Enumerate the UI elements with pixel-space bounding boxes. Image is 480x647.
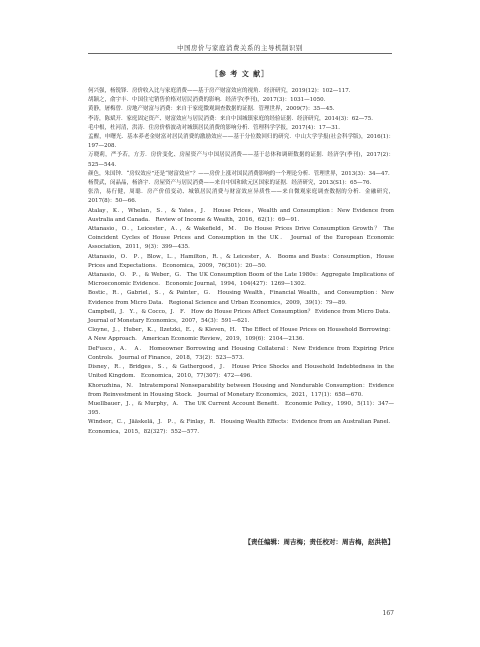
reference-item: Cloyne，J．，Huber，K．，Ilzetzki，E．，& Kleven，H． The Effect of House Prices on Household Borrowing：A New Approach． American Economic Review，2019，109(6)：2104—2136． — [88, 327, 394, 343]
reference-item: 李涛，陈斌开．家庭固定资产、财富效应与居民消费：来自中国城镇家庭的经验证据．经济研究，2014(3)：62—75． — [88, 115, 377, 122]
reference-item: Attanasio，O．，Leicester，A．，& Wakefield，M． Do House Prices Drive Consumption Growth？ The Coincident Cycles of House Prices and Consumption in the UK． Journal of the European Economic Association，2011，9(3)：399—435． — [88, 226, 394, 251]
reference-item: 万晓莉，严予若，方芳．房价变化、房屋资产与中国居民消费——基于总体和调研数据的证据．经济学(季刊)，2017(2)：525—544． — [88, 152, 394, 168]
reference-item: 胡颖之，俞宇丰．中国住宅销售价格对居民消费的影响．经济学(季刊)，2017(3)：1031—1050． — [88, 97, 330, 104]
reference-item: Attanasio，O． P．，Blow，L．，Hamilton，R．，& Leicester，A． Booms and Busts：Consumption，House Prices and Expectations． Economica，2009，76(301)：20—50． — [88, 253, 394, 269]
reference-item: 张浩，易行健，周聪．房产价值变动、城镇居民消费与财富效应异质性——来自微观家庭调查数据的分析．金融研究，2017(8)：50—66． — [88, 189, 394, 205]
reference-item: 何兴强，杨锐锋．房价收入比与家庭消费——基于房产财富效应的视角．经济研究，2019(12)：102—117． — [88, 88, 355, 94]
references-heading: ［参 考 文 献］ — [210, 69, 270, 78]
reference-item: Muellbauer，J．，& Murphy，A． The UK Current Account Benefit． Economic Policy，1990，5(11)：347—395． — [88, 400, 394, 417]
reference-item: Khoruzhina，N． Intratemporal Nonseparability between Housing and Nondurable Consumption：Evidence from Reinvestment in Housing Stock． Journal of Monetary Economics，2021，117(1)：658—670． — [88, 382, 394, 398]
reference-item: Windsor，C．，Jääskelä，J． P．，& Finlay，R． Housing Wealth Effects：Evidence from an Australian Panel． Economica，2015，82(327)：552—577． — [88, 419, 394, 435]
reference-item: DeFusco，A． A． Homeowner Borrowing and Housing Collateral：New Evidence from Expiring Price Controls． Journal of Finance，2018，73(2)：523—573． — [88, 345, 394, 361]
reference-item: 毛中根，杜河清，洪涛．住房价格波动对城镇居民消费的影响分析．管理科学学报，2017(4)：17—31． — [88, 124, 344, 131]
reference-item: Atalay，K．，Whelan，S．，& Yates，J． House Prices，Wealth and Consumption：New Evidence from Australia and Canada． Review of Income & Wealth，2016，62(1)：69—91． — [88, 207, 394, 223]
editor-credits: 【责任编辑：周吉梅；责任校对：周吉梅，赵洪艳】 — [244, 538, 394, 546]
reference-item: Campbell，J． Y．，& Cocco，J． F． How do House Prices Affect Consumption？ Evidence from Micro Data． Journal of Monetary Economics，2007，54(3)：591—621． — [88, 308, 394, 325]
header-rule — [88, 53, 392, 54]
reference-item: Bostic，R．，Gabriel，S．，& Painter，G． Housing Wealth，Financial Wealth，and Consumption：New Evidence from Micro Data． Regional Science and Urban Economics，2009，39(1)：79—89． — [88, 290, 394, 306]
running-header: 中国房价与家庭消费关系的主导机制识别 — [177, 44, 303, 52]
reference-item: 黄静，屠梅曾．房地产财富与消费：来自于家庭微观调查数据的证据．管理世界，2009(7)：35—45． — [88, 106, 339, 113]
reference-item: 颜色，朱国钟．“房奴效应”还是“财富效应”？——房价上涨对国民消费影响的一个理论分析．管理世界，2013(3)：34—47． — [88, 170, 394, 177]
page-number: 167 — [382, 610, 394, 617]
reference-item: 杨赞武，闵晶晶，杨洛宇．房屋资产与居民消费——来自中国和欧元区国家的证据．经济研究，2013(S1)：65—76． — [88, 180, 376, 187]
reference-item: Disney，R．，Bridges，S．，& Gathergood，J． House Price Shocks and Household Indebtedness in the United Kingdom． Economica，2010，77(307)：472—496． — [88, 364, 394, 380]
reference-item: Attanasio，O． P．，& Weber，G． The UK Consumption Boom of the Late 1980s：Aggregate Implications of Microeconomic Evidence． Economic Journal，1994，104(427)：1269—1302． — [88, 272, 394, 288]
reference-list — [88, 87, 394, 437]
reference-item: 孟醒，申曙光．基本养老金财富对居民消费的激励效应——基于分位数回归的研究．中山大学学报(社会科学版)，2016(1)：197—208． — [88, 134, 394, 150]
